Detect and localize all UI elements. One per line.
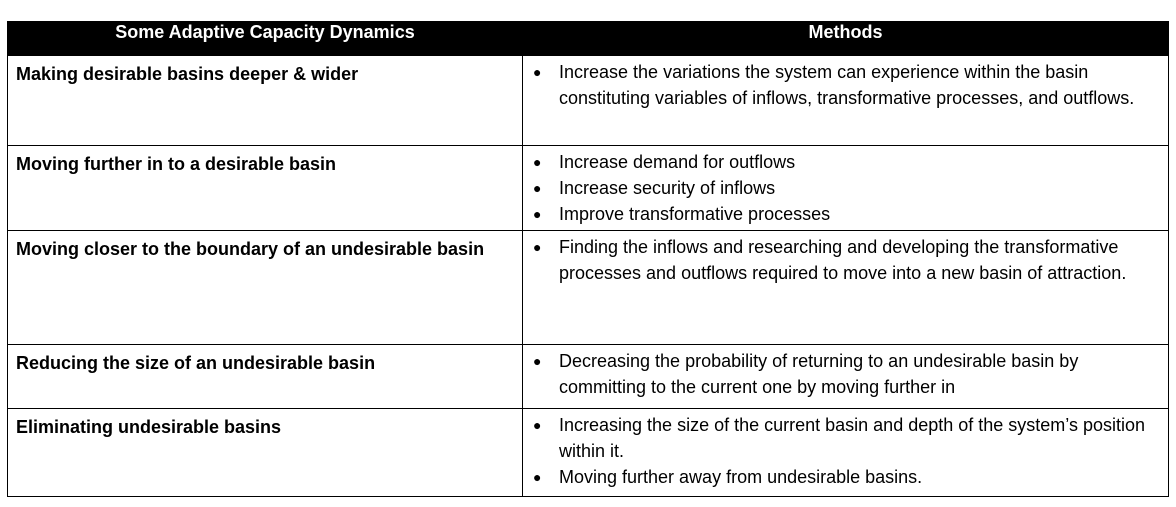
methods-cell [523, 409, 1169, 497]
bullet-icon: ● [533, 64, 542, 80]
methods-list [523, 348, 1160, 400]
header-methods: Methods [523, 22, 1169, 56]
method-text: Increase demand for outflows [559, 152, 796, 172]
methods-list [523, 149, 1160, 227]
method-text: Moving further away from undesirable basins. [559, 467, 923, 487]
dynamic-cell: Making desirable basins deeper & wider [8, 56, 523, 146]
table-row [8, 56, 1169, 146]
list-item [523, 149, 1160, 175]
method-text: Increasing the size of the current basin and depth of the system’s position within it. [559, 415, 1146, 461]
table-row [8, 231, 1169, 345]
list-item [523, 175, 1160, 201]
list-item [523, 348, 1160, 400]
methods-cell [523, 56, 1169, 146]
method-text: Increase security of inflows [559, 178, 776, 198]
method-text: Increase the variations the system can experience within the basin constituting variables of inflows, transformative processes, and outflows. [559, 62, 1135, 108]
methods-list [523, 412, 1160, 490]
table-header-row [8, 22, 1169, 56]
method-text: Finding the inflows and researching and developing the transformative processes and outflows required to move into a new basin of attraction. [559, 237, 1127, 283]
list-item [523, 412, 1160, 464]
dynamic-cell: Moving closer to the boundary of an undesirable basin [8, 231, 523, 345]
dynamic-cell: Eliminating undesirable basins [8, 409, 523, 497]
methods-list [523, 59, 1160, 111]
table-row [8, 345, 1169, 409]
list-item [523, 464, 1160, 490]
header-dynamics: Some Adaptive Capacity Dynamics [8, 22, 523, 56]
bullet-icon: ● [533, 417, 542, 433]
bullet-icon: ● [533, 469, 542, 485]
methods-cell [523, 146, 1169, 231]
list-item [523, 59, 1160, 111]
list-item [523, 234, 1160, 286]
dynamic-cell: Reducing the size of an undesirable basin [8, 345, 523, 409]
table-row [8, 409, 1169, 497]
methods-list [523, 234, 1160, 286]
methods-cell [523, 231, 1169, 345]
dynamic-cell: Moving further in to a desirable basin [8, 146, 523, 231]
bullet-icon: ● [533, 239, 542, 255]
bullet-icon: ● [533, 180, 542, 196]
bullet-icon: ● [533, 154, 542, 170]
method-text: Decreasing the probability of returning to an undesirable basin by committing to the current one by moving further in [559, 351, 1079, 397]
bullet-icon: ● [533, 353, 542, 369]
adaptive-capacity-table [7, 21, 1169, 497]
list-item [523, 201, 1160, 227]
table-row [8, 146, 1169, 231]
bullet-icon: ● [533, 206, 542, 222]
method-text: Improve transformative processes [559, 204, 831, 224]
methods-cell [523, 345, 1169, 409]
